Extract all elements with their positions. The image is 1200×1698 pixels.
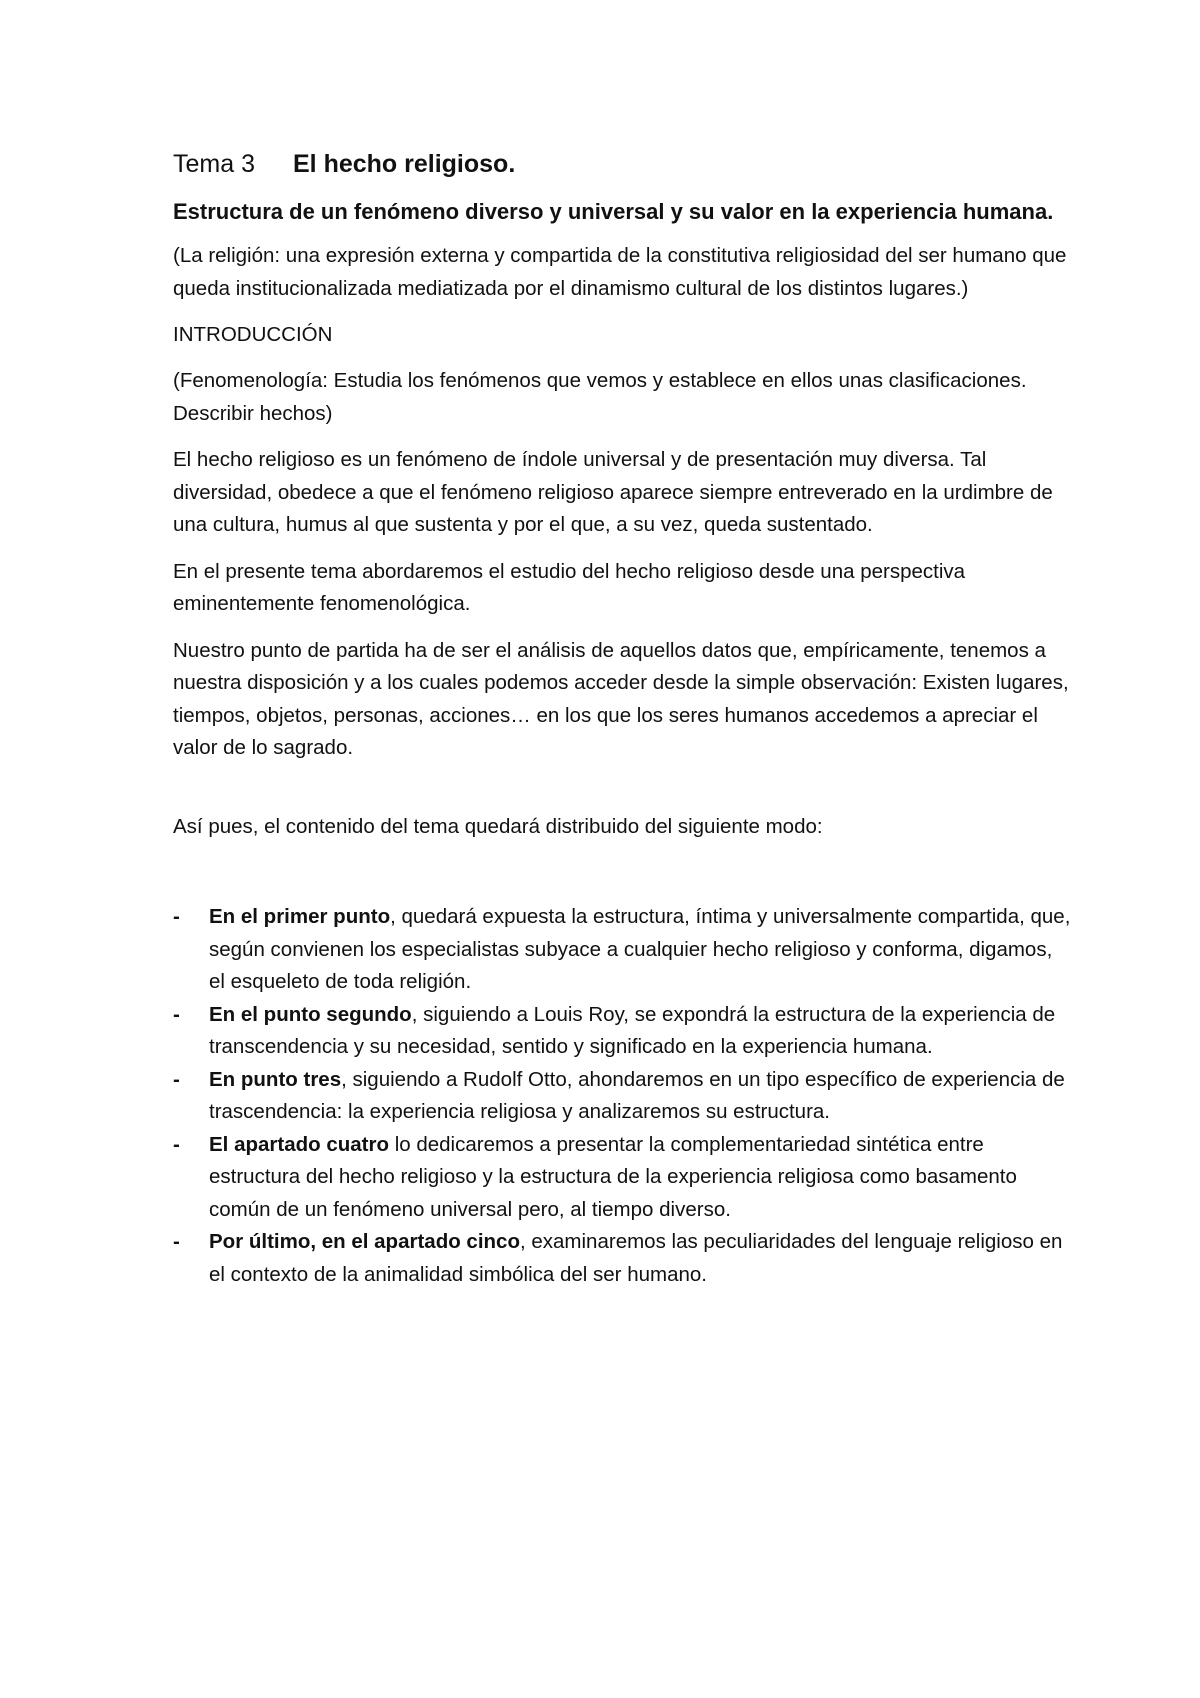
point-text: , examinaremos las peculiaridades del lenguaje religioso en el contexto de la animalidad simbólica del ser humano. — [209, 1230, 1063, 1286]
list-item — [173, 1226, 1073, 1291]
paragraph-presente-tema: En el presente tema abordaremos el estudio del hecho religioso desde una perspectiva eminentemente fenomenológica. — [173, 559, 966, 615]
list-item — [173, 999, 1073, 1064]
point-text: lo dedicaremos a presentar la complementariedad sintética entre estructura del hecho religioso y la estructura de la experiencia religiosa como basamento común de un fenómeno universal pero, al tiempo diverso. — [209, 1132, 1017, 1221]
point-lead: En el punto segundo — [209, 1002, 412, 1026]
topic-points-list — [173, 901, 1073, 1291]
distribution-intro: Así pues, el contenido del tema quedará distribuido del siguiente modo: — [173, 814, 823, 838]
list-item — [173, 1064, 1073, 1129]
point-text: , siguiendo a Rudolf Otto, ahondaremos en un tipo específico de experiencia de trascendencia: la experiencia religiosa y analizaremos su estructura. — [209, 1067, 1065, 1123]
topic-title: El hecho religioso. — [293, 150, 516, 178]
point-text: , quedará expuesta la estructura, íntima y universalmente compartida, que, según convienen los especialistas subyace a cualquier hecho religioso y conforma, digamos, el esqueleto de toda religión. — [209, 905, 1071, 993]
point-lead: En el primer punto — [209, 905, 391, 928]
point-text: , siguiendo a Louis Roy, se expondrá la estructura de la experiencia de transcendencia y su necesidad, sentido y significado en la experiencia humana. — [209, 1002, 1056, 1058]
section-heading-introduccion: INTRODUCCIÓN — [173, 323, 333, 346]
intro-note: (La religión: una expresión externa y compartida de la constitutiva religiosidad del ser humano que queda institucionalizada mediatizada por el dinamismo cultural de los distintos lugares.) — [173, 244, 1067, 300]
point-lead: El apartado cuatro — [209, 1132, 389, 1156]
document-subtitle: Estructura de un fenómeno diverso y universal y su valor en la experiencia humana. — [173, 199, 1054, 224]
topic-number: Tema 3 — [173, 150, 255, 178]
paragraph-fenomenologia: (Fenomenología: Estudia los fenómenos que vemos y establece en ellos unas clasificaciones. Describir hechos) — [173, 369, 1027, 425]
paragraph-hecho-religioso: El hecho religioso es un fenómeno de índole universal y de presentación muy diversa. Tal diversidad, obedece a que el fenómeno religioso aparece siempre entreverado en la urdimbre de una cultura, humus al que sustenta y por el que, a su vez, queda sustentado. — [173, 448, 1053, 536]
list-item — [173, 1129, 1073, 1227]
bullet-dash: - — [173, 1002, 180, 1026]
bullet-dash: - — [173, 1067, 180, 1091]
list-item — [173, 901, 1073, 999]
bullet-dash: - — [173, 1132, 180, 1156]
point-lead: En punto tres — [209, 1067, 342, 1091]
document-page — [173, 148, 1073, 1291]
point-lead: Por último, en el apartado cinco — [209, 1230, 520, 1253]
topic-title-line — [173, 148, 1073, 180]
bullet-dash: - — [173, 905, 180, 928]
paragraph-punto-de-partida: Nuestro punto de partida ha de ser el análisis de aquellos datos que, empíricamente, tenemos a nuestra disposición y a los cuales podemos acceder desde la simple observación: Existen lugares, tiempos, objetos, personas, acciones… en los que los seres humanos accedemos a apreciar el valor de lo sagrado. — [173, 638, 1069, 759]
bullet-dash: - — [173, 1230, 180, 1253]
